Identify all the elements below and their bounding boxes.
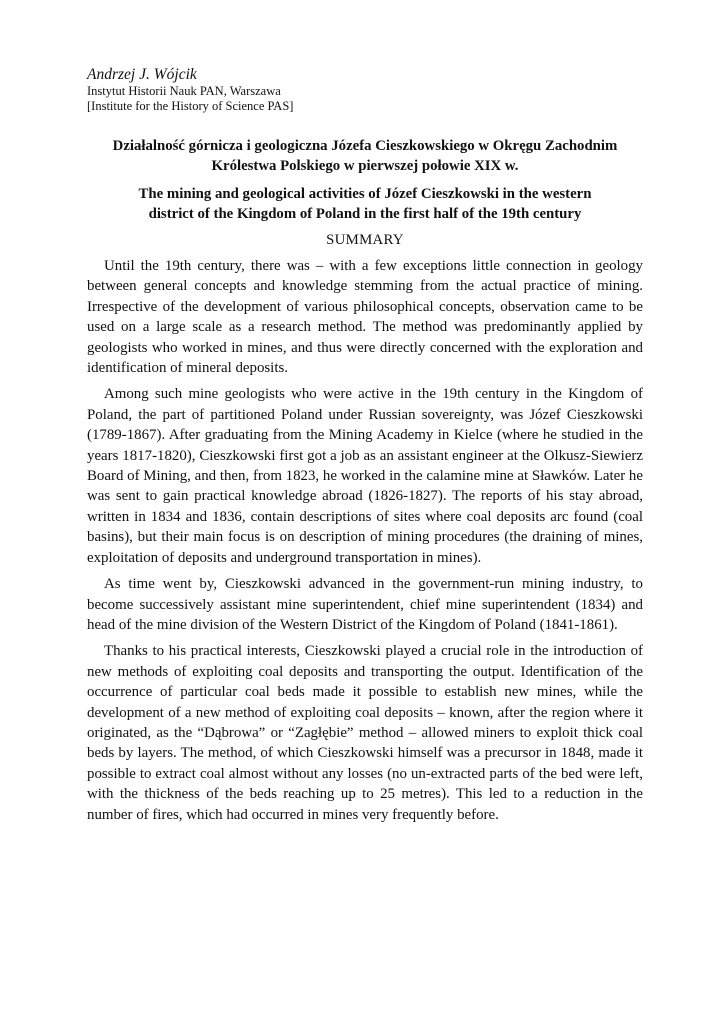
polish-title-line-2: Królestwa Polskiego w pierwszej połowie XIX w. (211, 158, 519, 174)
english-title (87, 184, 643, 224)
summary-heading: SUMMARY (326, 232, 404, 248)
institution-english-name: [Institute for the History of Science PAS] (87, 99, 294, 113)
summary-paragraph-3: As time went by, Cieszkowski advanced in the government-run mining industry, to become successively assistant mine superintendent, chief mine superintendent (1834) and head of the mine division of the Western District of the Kingdom of Poland (1841-1861). (87, 576, 643, 633)
polish-title (87, 136, 643, 176)
document-page (87, 66, 643, 825)
summary-paragraph-1: Until the 19th century, there was – with a few exceptions little connection in geology between general concepts and knowledge stemming from the actual practice of mining. Irrespective of the development of various philosophical concepts, observation came to be used on a large scale as a research method. The method was predominantly applied by geologists who worked in mines, and thus were directly concerned with the exploration and identification of mineral deposits. (87, 258, 643, 377)
polish-title-line-1: Działalność górnicza i geologiczna Józefa Cieszkowskiego w Okręgu Zachodnim (112, 138, 618, 154)
summary-paragraph-2: Among such mine geologists who were active in the 19th century in the Kingdom of Poland, the part of partitioned Poland under Russian sovereignty, was Józef Cieszkowski (1789-1867). After graduating from the Mining Academy in Kielce (where he studied in the years 1817-1820), Cieszkowski first got a job as an assistant engineer at the Olkusz-Siewierz Board of Mining, and then, from 1823, he worked in the calamine mine at Sławków. Later he was sent to gain practical knowledge abroad (1826-1827). The reports of his stay abroad, written in 1834 and 1836, contain descriptions of sites where coal deposits arc found (coal basins), but their main focus is on description of mining procedures (the draining of mines, exploitation of deposits and underground transportation in mines). (87, 386, 643, 566)
summary-paragraph-4: Thanks to his practical interests, Cieszkowski played a crucial role in the introduction of new methods of exploiting coal deposits and transporting the output. Identification of the occurrence of particular coal beds made it possible to establish new mines, while the development of a new method of exploiting coal deposits – known, after the region where it originated, as the “Dąbrowa” or “Zagłębie” method – allowed miners to exploit thick coal beds by layers. The method, of which Cieszkowski himself was a precursor in 1848, made it possible to extract coal almost without any losses (no un-extracted parts of the bed were left, with the thickness of the beds reaching up to 25 metres). This led to a reduction in the number of fires, which had occurred in mines very frequently before. (87, 643, 643, 823)
english-title-line-2: district of the Kingdom of Poland in the first half of the 19th century (148, 206, 582, 222)
author-name: Andrzej J. Wójcik (87, 66, 197, 83)
institution-name: Instytut Historii Nauk PAN, Warszawa (87, 84, 281, 98)
english-title-line-1: The mining and geological activities of Józef Cieszkowski in the western (138, 186, 592, 202)
